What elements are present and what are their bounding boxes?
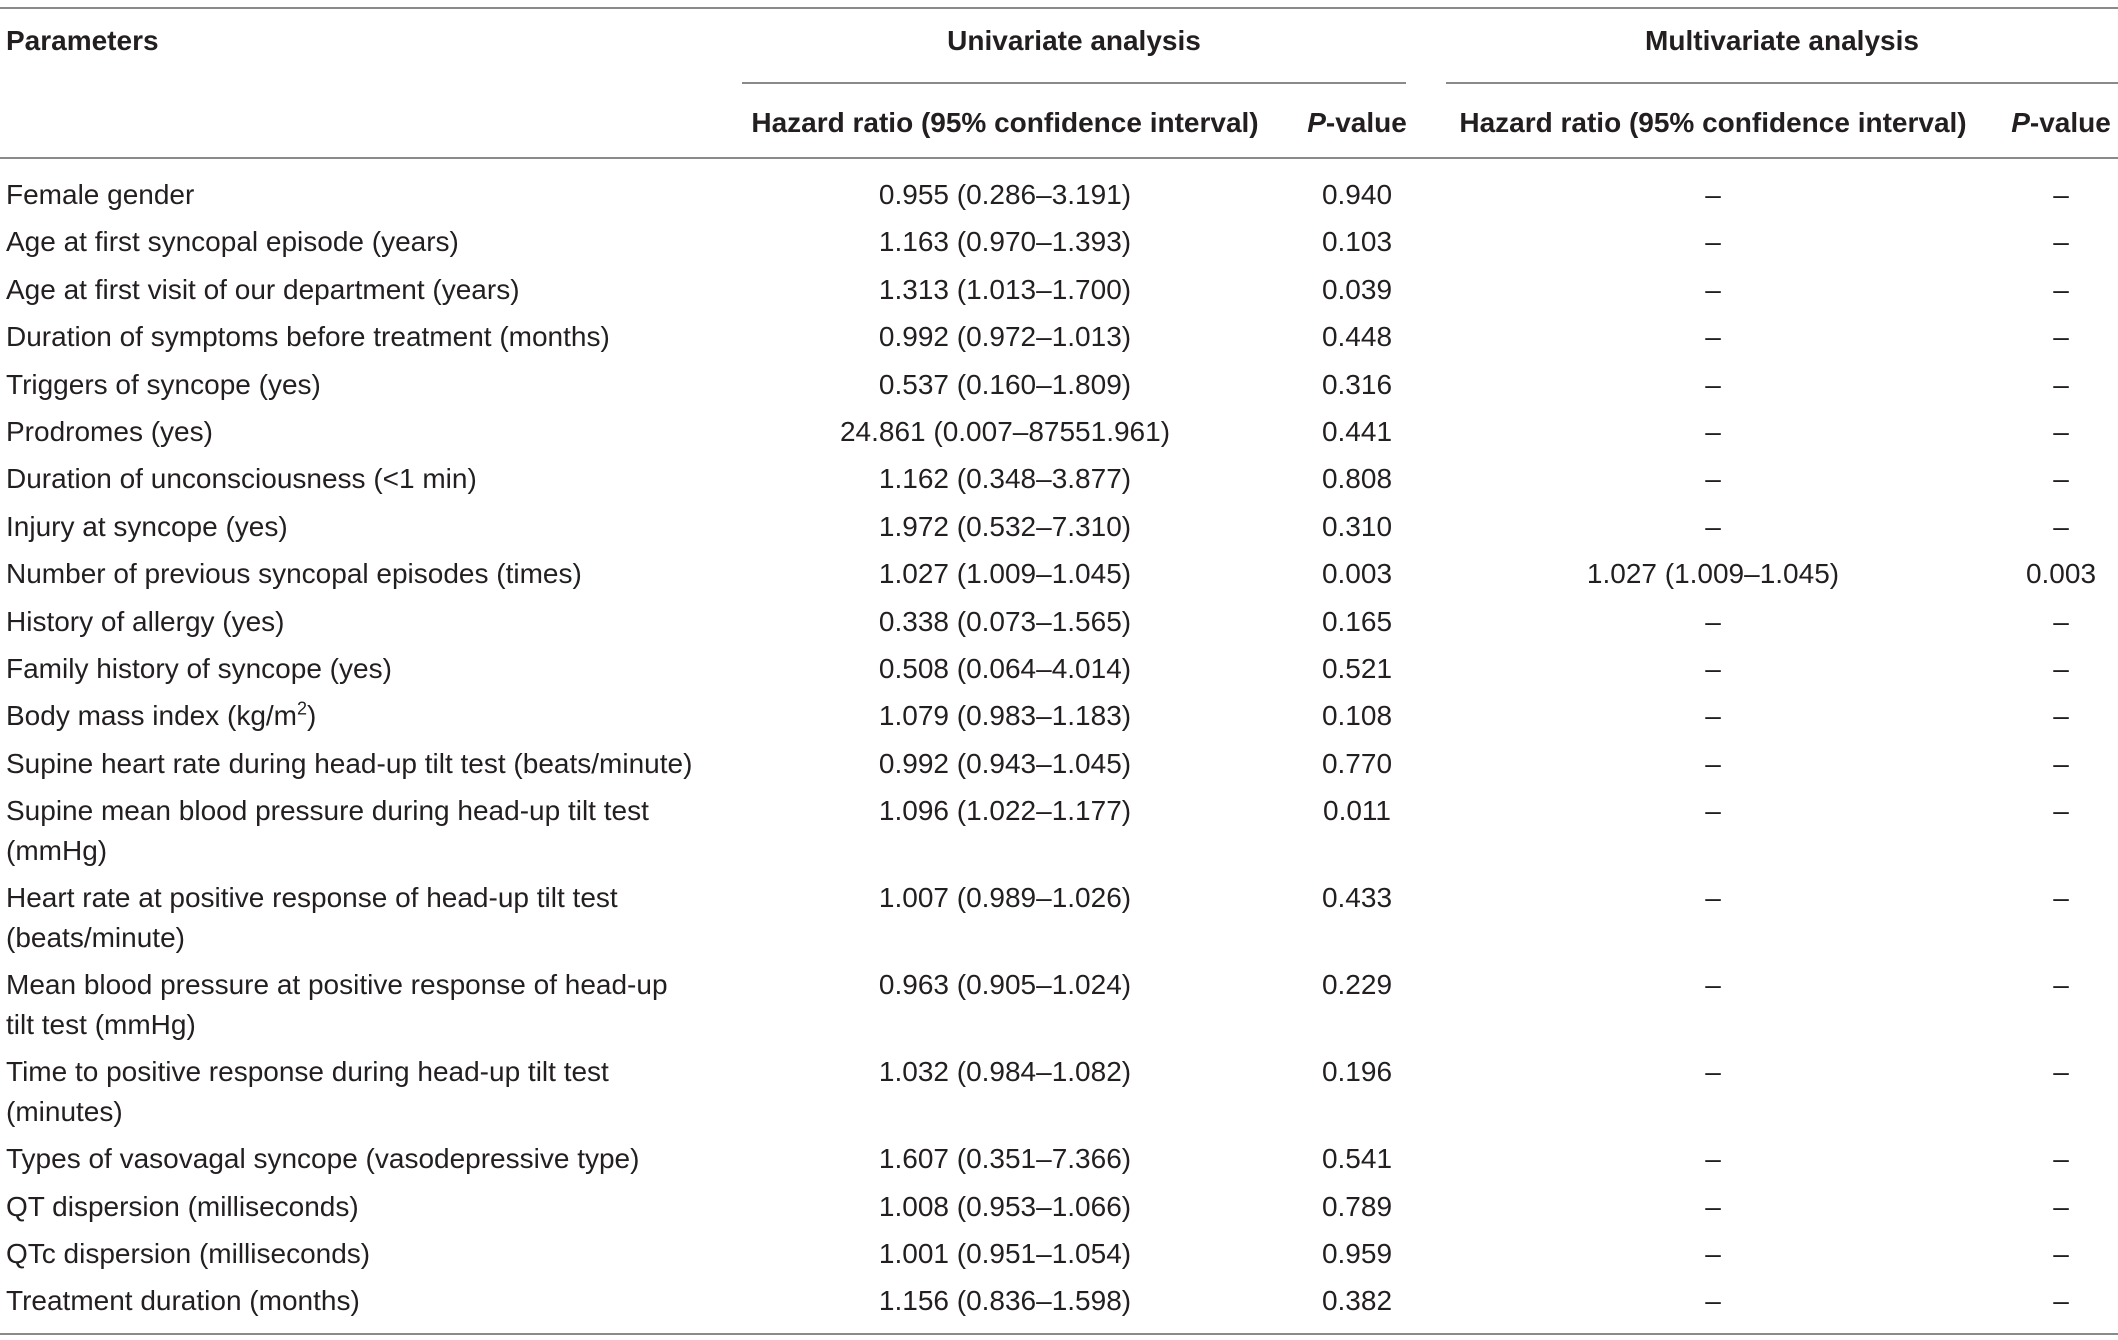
univariate-p-value: 0.310: [1321, 511, 1393, 542]
univariate-hazard-ratio: 1.162 (0.348–3.877): [878, 463, 1132, 494]
univariate-hazard-ratio: 1.972 (0.532–7.310): [878, 511, 1132, 542]
parameter-label: [6, 1234, 706, 1274]
parameter-label: [6, 1052, 706, 1132]
univariate-hazard-ratio: 24.861 (0.007–87551.961): [839, 416, 1171, 447]
univariate-p-value: 0.382: [1321, 1285, 1393, 1316]
header-multivariate-hazard-ratio: Hazard ratio (95% confidence interval): [1459, 107, 1967, 138]
univariate-hazard-ratio: 1.096 (1.022–1.177): [878, 795, 1132, 826]
multivariate-hazard-ratio: –: [1705, 1285, 1721, 1316]
multivariate-hazard-ratio: –: [1705, 1191, 1721, 1222]
multivariate-p-value: –: [2053, 1143, 2069, 1174]
multivariate-p-value: –: [2053, 882, 2069, 913]
univariate-p-value: 0.521: [1321, 653, 1393, 684]
multivariate-hazard-ratio: –: [1705, 463, 1721, 494]
univariate-p-value: 0.316: [1321, 369, 1393, 400]
univariate-hazard-ratio: 1.001 (0.951–1.054): [878, 1238, 1132, 1269]
univariate-p-value: 0.448: [1321, 321, 1393, 352]
parameter-label-line: Number of previous syncopal episodes (times): [6, 558, 582, 589]
multivariate-p-value: –: [2053, 1056, 2069, 1087]
multivariate-hazard-ratio: 1.027 (1.009–1.045): [1586, 558, 1840, 589]
multivariate-hazard-ratio: –: [1705, 1238, 1721, 1269]
multivariate-p-value: –: [2053, 274, 2069, 305]
multivariate-p-value: –: [2053, 969, 2069, 1000]
multivariate-p-value: –: [2053, 369, 2069, 400]
parameter-label-line: Time to positive response during head-up tilt test: [6, 1056, 609, 1087]
multivariate-hazard-ratio: –: [1705, 1056, 1721, 1087]
parameter-label: [6, 878, 706, 958]
univariate-hazard-ratio: 0.537 (0.160–1.809): [878, 369, 1132, 400]
multivariate-p-value: –: [2053, 700, 2069, 731]
univariate-hazard-ratio: 0.992 (0.943–1.045): [878, 748, 1132, 779]
header-multivariate-p-value: [2004, 103, 2118, 143]
multivariate-p-value: –: [2053, 463, 2069, 494]
univariate-hazard-ratio: 1.032 (0.984–1.082): [878, 1056, 1132, 1087]
multivariate-p-value: –: [2053, 748, 2069, 779]
parameter-label-line: Duration of unconsciousness (<1 min): [6, 463, 477, 494]
multivariate-p-value: –: [2053, 416, 2069, 447]
parameter-label: [6, 222, 706, 262]
parameter-label: [6, 602, 706, 642]
multivariate-hazard-ratio: –: [1705, 511, 1721, 542]
multivariate-p-value: 0.003: [2025, 558, 2097, 589]
univariate-p-value: 0.959: [1321, 1238, 1393, 1269]
univariate-p-value: 0.003: [1321, 558, 1393, 589]
parameter-label: [6, 649, 706, 689]
p-letter: P: [1307, 107, 1326, 138]
univariate-hazard-ratio: 1.027 (1.009–1.045): [878, 558, 1132, 589]
header-univariate-p-value: [1298, 103, 1416, 143]
multivariate-hazard-ratio: –: [1705, 882, 1721, 913]
univariate-p-value: 0.441: [1321, 416, 1393, 447]
univariate-hazard-ratio: 1.008 (0.953–1.066): [878, 1191, 1132, 1222]
univariate-hazard-ratio: 1.313 (1.013–1.700): [878, 274, 1132, 305]
parameter-label: [6, 744, 706, 784]
univariate-p-value: 0.541: [1321, 1143, 1393, 1174]
univariate-p-value: 0.940: [1321, 179, 1393, 210]
parameter-label-line: Female gender: [6, 179, 195, 210]
univariate-p-value: 0.196: [1321, 1056, 1393, 1087]
parameter-label: [6, 1187, 706, 1227]
multivariate-p-value: –: [2053, 226, 2069, 257]
univariate-p-value: 0.039: [1321, 274, 1393, 305]
parameter-label-line: Age at first syncopal episode (years): [6, 226, 459, 257]
multivariate-p-value: –: [2053, 1238, 2069, 1269]
parameter-label-line: Injury at syncope (yes): [6, 511, 288, 542]
parameter-label-line: QTc dispersion (milliseconds): [6, 1238, 371, 1269]
parameter-label-line: Triggers of syncope (yes): [6, 369, 321, 400]
parameter-label-line: Age at first visit of our department (years): [6, 274, 520, 305]
multivariate-hazard-ratio: –: [1705, 226, 1721, 257]
parameter-label-line: Heart rate at positive response of head-up tilt test: [6, 882, 618, 913]
univariate-p-value: 0.103: [1321, 226, 1393, 257]
multivariate-hazard-ratio: –: [1705, 700, 1721, 731]
multivariate-hazard-ratio: –: [1705, 748, 1721, 779]
multivariate-hazard-ratio: –: [1705, 969, 1721, 1000]
parameter-label-line: (mmHg): [6, 835, 108, 866]
multivariate-p-value: –: [2053, 1191, 2069, 1222]
bottom-rule: [0, 1333, 2118, 1335]
multivariate-hazard-ratio: –: [1705, 653, 1721, 684]
header-multivariate: Multivariate analysis: [1645, 25, 1919, 56]
multivariate-underline: [1446, 82, 2118, 84]
header-univariate: Univariate analysis: [947, 25, 1201, 56]
parameter-label-line: Mean blood pressure at positive response of head-up: [6, 969, 668, 1000]
parameter-label: [6, 175, 706, 215]
parameter-label: [6, 1139, 706, 1179]
multivariate-hazard-ratio: –: [1705, 606, 1721, 637]
parameter-label: [6, 317, 706, 357]
multivariate-hazard-ratio: –: [1705, 369, 1721, 400]
univariate-hazard-ratio: 0.955 (0.286–3.191): [878, 179, 1132, 210]
univariate-p-value: 0.108: [1321, 700, 1393, 731]
parameter-label-line: Prodromes (yes): [6, 416, 213, 447]
header-parameters: Parameters: [6, 25, 159, 56]
multivariate-p-value: –: [2053, 179, 2069, 210]
multivariate-p-value: –: [2053, 795, 2069, 826]
p-suffix: -value: [1325, 107, 1407, 138]
parameter-label: [6, 459, 706, 499]
univariate-hazard-ratio: 0.508 (0.064–4.014): [878, 653, 1132, 684]
parameter-label: [6, 696, 706, 736]
univariate-hazard-ratio: 1.163 (0.970–1.393): [878, 226, 1132, 257]
univariate-p-value: 0.808: [1321, 463, 1393, 494]
parameter-label-line: Supine heart rate during head-up tilt test (beats/minute): [6, 748, 693, 779]
parameter-label-line: (beats/minute): [6, 922, 185, 953]
parameter-label: [6, 270, 706, 310]
multivariate-hazard-ratio: –: [1705, 795, 1721, 826]
multivariate-p-value: –: [2053, 606, 2069, 637]
univariate-p-value: 0.770: [1321, 748, 1393, 779]
multivariate-p-value: –: [2053, 1285, 2069, 1316]
parameter-label: [6, 965, 706, 1045]
parameter-label-line: (minutes): [6, 1096, 123, 1127]
multivariate-hazard-ratio: –: [1705, 321, 1721, 352]
parameter-label: [6, 1281, 706, 1321]
superscript: 2: [297, 698, 308, 719]
univariate-hazard-ratio: 1.607 (0.351–7.366): [878, 1143, 1132, 1174]
p-letter: P: [2011, 107, 2030, 138]
parameter-label-line: Types of vasovagal syncope (vasodepressive type): [6, 1143, 640, 1174]
multivariate-hazard-ratio: –: [1705, 1143, 1721, 1174]
univariate-p-value: 0.011: [1323, 795, 1391, 826]
univariate-p-value: 0.789: [1321, 1191, 1393, 1222]
parameter-label-line: Treatment duration (months): [6, 1285, 360, 1316]
header-univariate-hazard-ratio: Hazard ratio (95% confidence interval): [751, 107, 1259, 138]
univariate-hazard-ratio: 1.079 (0.983–1.183): [878, 700, 1132, 731]
univariate-underline: [742, 82, 1406, 84]
univariate-hazard-ratio: 0.963 (0.905–1.024): [878, 969, 1132, 1000]
parameter-label: [6, 791, 706, 871]
multivariate-p-value: –: [2053, 511, 2069, 542]
univariate-hazard-ratio: 1.156 (0.836–1.598): [878, 1285, 1132, 1316]
multivariate-hazard-ratio: –: [1705, 179, 1721, 210]
parameter-label: [6, 412, 706, 452]
multivariate-p-value: –: [2053, 321, 2069, 352]
univariate-p-value: 0.229: [1321, 969, 1393, 1000]
multivariate-hazard-ratio: –: [1705, 274, 1721, 305]
univariate-hazard-ratio: 1.007 (0.989–1.026): [878, 882, 1132, 913]
univariate-p-value: 0.165: [1321, 606, 1393, 637]
univariate-hazard-ratio: 0.992 (0.972–1.013): [878, 321, 1132, 352]
univariate-hazard-ratio: 0.338 (0.073–1.565): [878, 606, 1132, 637]
parameter-label-line: QT dispersion (milliseconds): [6, 1191, 359, 1222]
multivariate-p-value: –: [2053, 653, 2069, 684]
parameter-label-line: Supine mean blood pressure during head-up tilt test: [6, 795, 649, 826]
parameter-label-line: Duration of symptoms before treatment (months): [6, 321, 610, 352]
parameter-label: [6, 507, 706, 547]
parameter-label-line: Family history of syncope (yes): [6, 653, 392, 684]
parameter-label-line: Body mass index $(kg/m^2)$: [6, 698, 317, 731]
parameter-label-line: tilt test (mmHg): [6, 1009, 196, 1040]
header-bottom-rule: [0, 157, 2118, 159]
parameter-label-line: History of allergy (yes): [6, 606, 285, 637]
p-suffix: -value: [2029, 107, 2111, 138]
parameter-label: [6, 365, 706, 405]
univariate-p-value: 0.433: [1321, 882, 1393, 913]
multivariate-hazard-ratio: –: [1705, 416, 1721, 447]
top-rule: [0, 7, 2118, 9]
parameter-label: [6, 554, 706, 594]
